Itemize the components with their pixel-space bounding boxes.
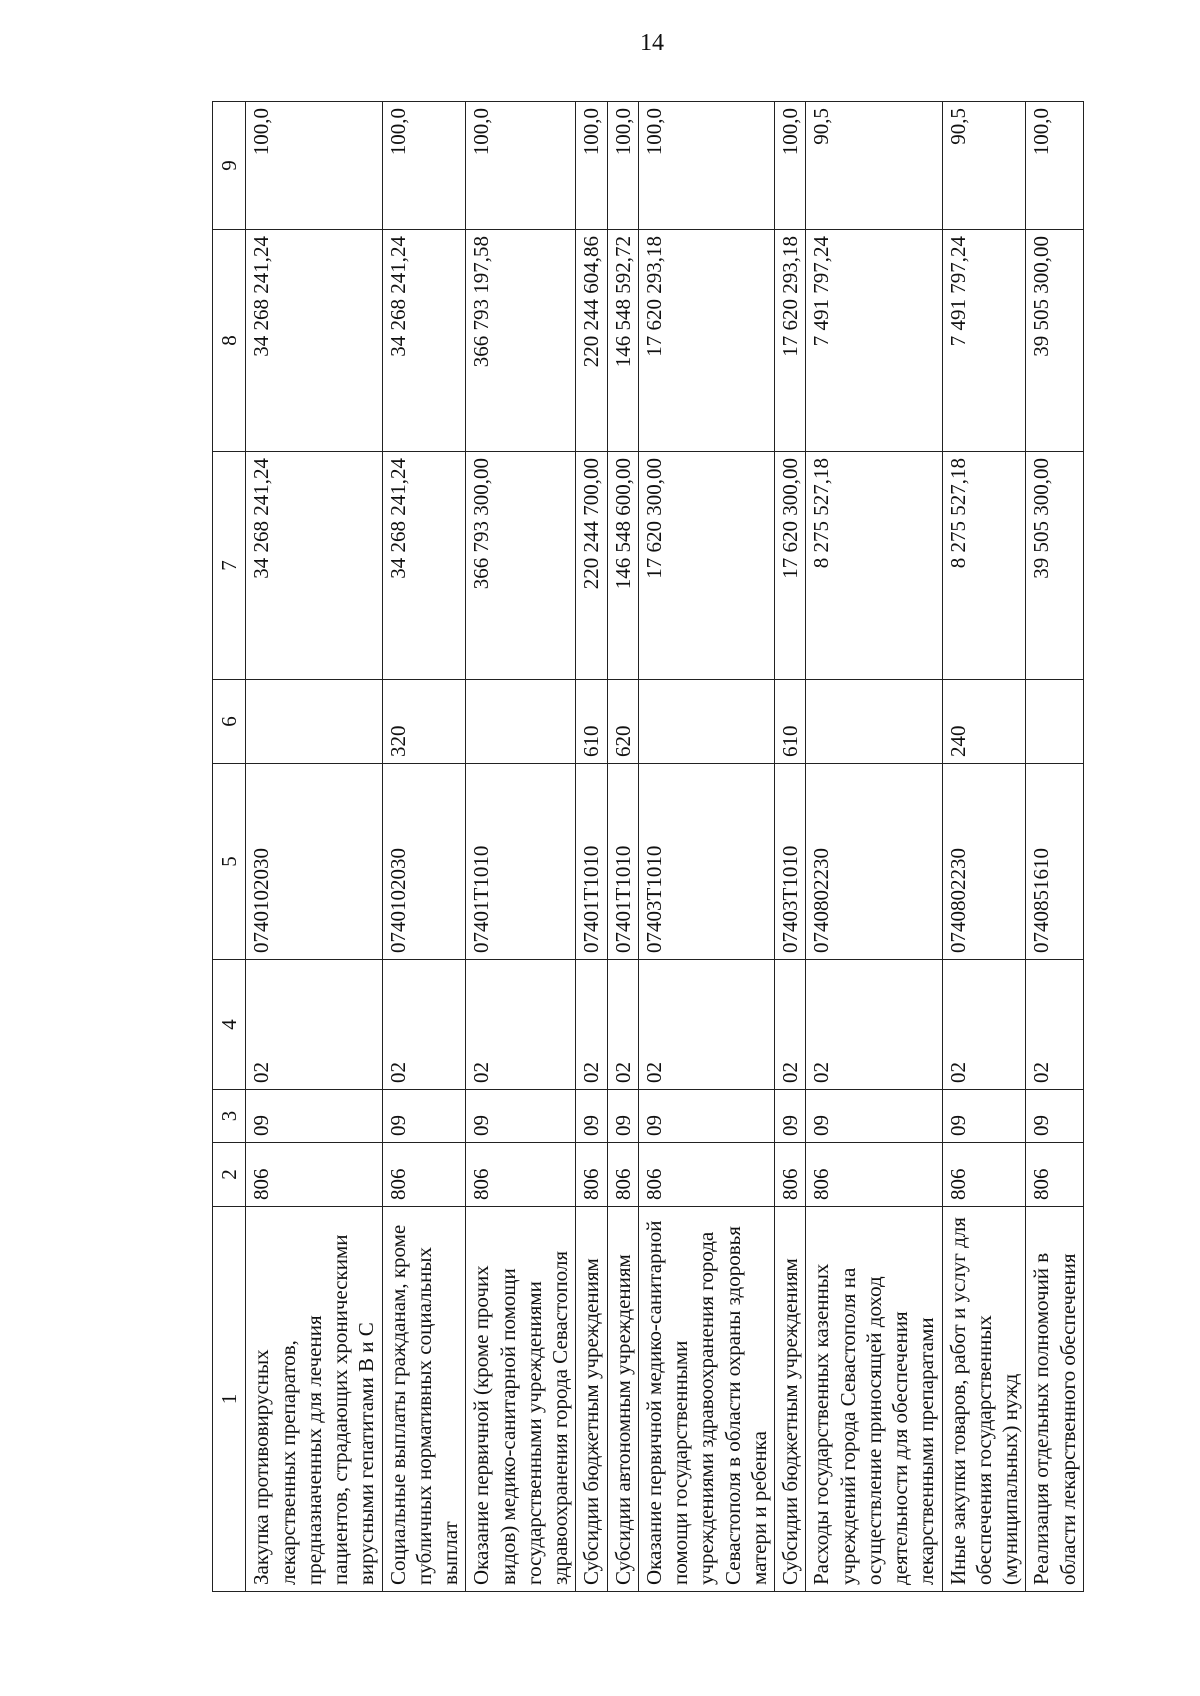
- row-col3: 09: [775, 1090, 806, 1143]
- table-row: [638, 102, 774, 1592]
- row-col8: 220 244 604,86: [576, 230, 607, 452]
- row-col2: 806: [942, 1143, 1026, 1207]
- row-col8: 17 620 293,18: [638, 230, 774, 452]
- row-col8: 39 505 300,00: [1026, 230, 1084, 452]
- row-col5: 07401Т1010: [607, 764, 638, 960]
- row-col7: 146 548 600,00: [607, 452, 638, 680]
- row-col8: 7 491 797,24: [942, 230, 1026, 452]
- table-row: [1026, 102, 1084, 1592]
- table-row: [576, 102, 607, 1592]
- row-col7: 34 268 241,24: [382, 452, 466, 680]
- row-col6: 610: [775, 680, 806, 764]
- row-col3: 09: [576, 1090, 607, 1143]
- row-col5: 0740802230: [806, 764, 942, 960]
- row-col8: 366 793 197,58: [466, 230, 576, 452]
- row-col4: 02: [775, 960, 806, 1090]
- header-cell: 9: [213, 102, 246, 230]
- table-row: [806, 102, 942, 1592]
- row-description: Субсидии бюджетным учреждениям: [775, 1207, 806, 1592]
- row-col7: 17 620 300,00: [775, 452, 806, 680]
- row-col2: 806: [1026, 1143, 1084, 1207]
- row-col6: [246, 680, 382, 764]
- page-number: 14: [640, 30, 664, 56]
- table-row: [382, 102, 466, 1592]
- row-col9: 100,0: [382, 102, 466, 230]
- row-col5: 07403Т1010: [775, 764, 806, 960]
- row-col7: 17 620 300,00: [638, 452, 774, 680]
- row-col3: 09: [638, 1090, 774, 1143]
- row-col4: 02: [638, 960, 774, 1090]
- row-col5: 07403Т1010: [638, 764, 774, 960]
- row-col6: [806, 680, 942, 764]
- header-cell: 2: [213, 1143, 246, 1207]
- row-col3: 09: [382, 1090, 466, 1143]
- row-col6: 320: [382, 680, 466, 764]
- row-col8: 7 491 797,24: [806, 230, 942, 452]
- header-cell: 5: [213, 764, 246, 960]
- row-col6: 240: [942, 680, 1026, 764]
- row-col4: 02: [382, 960, 466, 1090]
- row-col7: 366 793 300,00: [466, 452, 576, 680]
- table-row: [607, 102, 638, 1592]
- row-col7: 220 244 700,00: [576, 452, 607, 680]
- row-col2: 806: [775, 1143, 806, 1207]
- row-description: Закупка противовирусных лекарственных препаратов, предназначенных для лечения пациентов, страдающих хроническими вирусными гепатитами В и С: [246, 1207, 382, 1592]
- row-description: Субсидии бюджетным учреждениям: [576, 1207, 607, 1592]
- row-description: Реализация отдельных полномочий в области лекарственного обеспечения: [1026, 1207, 1084, 1592]
- row-col9: 100,0: [638, 102, 774, 230]
- row-col9: 100,0: [246, 102, 382, 230]
- row-col9: 100,0: [1026, 102, 1084, 230]
- row-col9: 100,0: [466, 102, 576, 230]
- row-col4: 02: [942, 960, 1026, 1090]
- header-cell: 6: [213, 680, 246, 764]
- row-col9: 90,5: [806, 102, 942, 230]
- table-row: [246, 102, 382, 1592]
- row-col2: 806: [607, 1143, 638, 1207]
- row-col3: 09: [466, 1090, 576, 1143]
- row-description: Оказание первичной медико-санитарной помощи государственными учреждениями здравоохранения города Севастополя в области охраны здоровья матери и ребенка: [638, 1207, 774, 1592]
- row-col4: 02: [1026, 960, 1084, 1090]
- row-col7: 39 505 300,00: [1026, 452, 1084, 680]
- row-col2: 806: [466, 1143, 576, 1207]
- row-col6: 610: [576, 680, 607, 764]
- row-col6: [638, 680, 774, 764]
- row-col6: [466, 680, 576, 764]
- row-col8: 17 620 293,18: [775, 230, 806, 452]
- row-col4: 02: [466, 960, 576, 1090]
- row-description: Оказание первичной (кроме прочих видов) медико-санитарной помощи государственными учреждениями здравоохранения города Севастополя: [466, 1207, 576, 1592]
- row-col5: 0740802230: [942, 764, 1026, 960]
- row-col2: 806: [638, 1143, 774, 1207]
- row-description: Субсидии автономным учреждениям: [607, 1207, 638, 1592]
- row-col9: 100,0: [775, 102, 806, 230]
- header-cell: 8: [213, 230, 246, 452]
- row-col8: 34 268 241,24: [246, 230, 382, 452]
- row-col3: 09: [942, 1090, 1026, 1143]
- row-col7: 8 275 527,18: [942, 452, 1026, 680]
- row-col2: 806: [806, 1143, 942, 1207]
- header-cell: 4: [213, 960, 246, 1090]
- row-col8: 146 548 592,72: [607, 230, 638, 452]
- budget-table: [212, 101, 1084, 1592]
- row-col6: 620: [607, 680, 638, 764]
- table-row: [942, 102, 1026, 1592]
- row-col2: 806: [382, 1143, 466, 1207]
- row-col5: 0740851610: [1026, 764, 1084, 960]
- row-col6: [1026, 680, 1084, 764]
- table-header-row: [213, 102, 246, 1592]
- row-col9: 100,0: [576, 102, 607, 230]
- row-col5: 07401Т1010: [466, 764, 576, 960]
- row-col5: 0740102030: [246, 764, 382, 960]
- header-cell: 1: [213, 1207, 246, 1592]
- row-col3: 09: [806, 1090, 942, 1143]
- row-col3: 09: [246, 1090, 382, 1143]
- table-row: [466, 102, 576, 1592]
- header-cell: 7: [213, 452, 246, 680]
- row-col7: 8 275 527,18: [806, 452, 942, 680]
- row-col4: 02: [806, 960, 942, 1090]
- row-description: Социальные выплаты гражданам, кроме публичных нормативных социальных выплат: [382, 1207, 466, 1592]
- row-description: Иные закупки товаров, работ и услуг для обеспечения государственных (муниципальных) нужд: [942, 1207, 1026, 1592]
- row-col7: 34 268 241,24: [246, 452, 382, 680]
- row-col2: 806: [246, 1143, 382, 1207]
- row-col4: 02: [576, 960, 607, 1090]
- row-col2: 806: [576, 1143, 607, 1207]
- row-col3: 09: [607, 1090, 638, 1143]
- row-col4: 02: [246, 960, 382, 1090]
- row-col9: 90,5: [942, 102, 1026, 230]
- table-row: [775, 102, 806, 1592]
- row-col4: 02: [607, 960, 638, 1090]
- row-col5: 07401Т1010: [576, 764, 607, 960]
- rotated-table-container: [212, 102, 1102, 1592]
- header-cell: 3: [213, 1090, 246, 1143]
- row-col5: 0740102030: [382, 764, 466, 960]
- row-col9: 100,0: [607, 102, 638, 230]
- row-description: Расходы государственных казенных учреждений города Севастополя на осуществление приносящей доход деятельности для обеспечения лекарственными препаратами: [806, 1207, 942, 1592]
- row-col3: 09: [1026, 1090, 1084, 1143]
- row-col8: 34 268 241,24: [382, 230, 466, 452]
